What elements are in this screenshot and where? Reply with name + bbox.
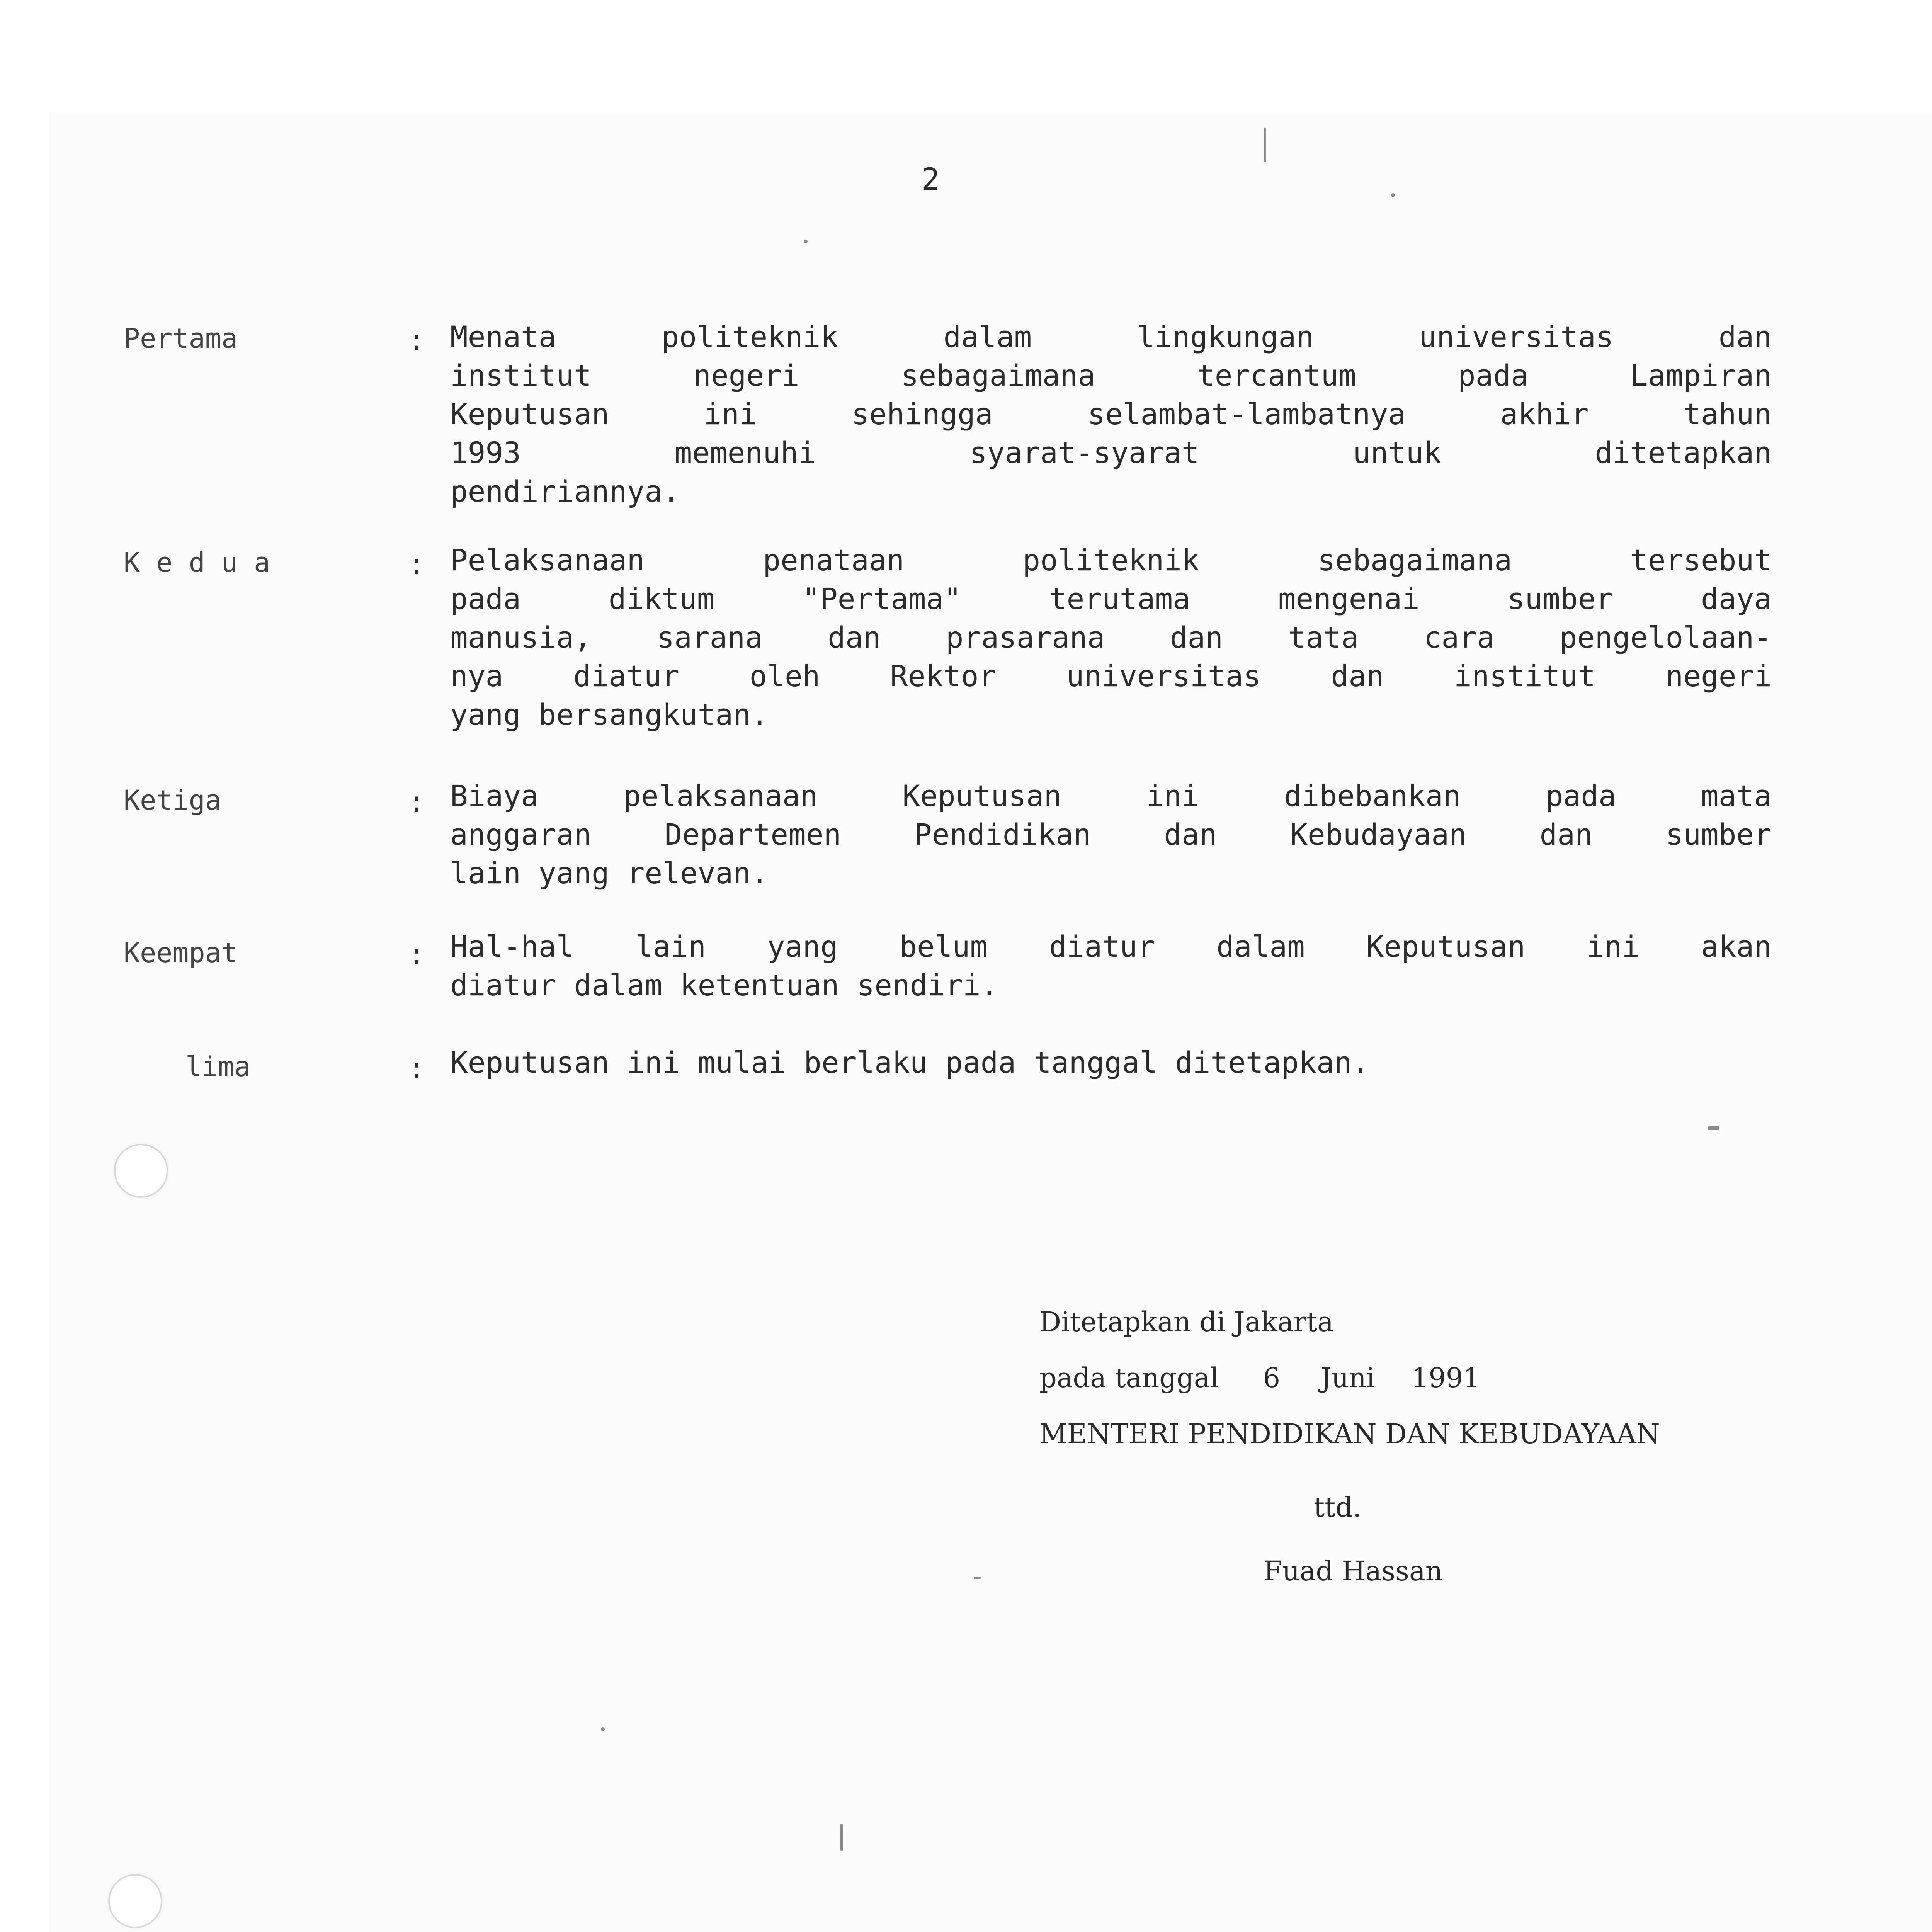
text-line: manusia, sarana dan prasarana dan tata cara pengelolaan-: [450, 620, 1772, 655]
text-line: pada diktum "Pertama" terutama mengenai sumber daya: [450, 582, 1772, 616]
scan-artifact: [601, 1727, 605, 1731]
text-line: nya diatur oleh Rektor universitas dan institut negeri: [450, 659, 1772, 693]
scan-artifact: [974, 1577, 981, 1579]
signature-date-month: Juni: [1320, 1362, 1375, 1394]
text-line: 1993 memenuhi syarat-syarat untuk ditetapkan: [450, 435, 1772, 470]
signature-office: MENTERI PENDIDIKAN DAN KEBUDAYAAN: [1039, 1418, 1660, 1450]
signature-date-year: 1991: [1411, 1362, 1480, 1394]
signature-date-day: 6: [1263, 1362, 1281, 1394]
text-line: institut negeri sebagaimana tercantum pada Lampiran: [450, 358, 1772, 393]
text-line: lain yang relevan.: [450, 856, 769, 890]
item-text-pertama: [450, 318, 1772, 511]
text-line: yang bersangkutan.: [450, 697, 769, 732]
item-text-kedua: [450, 541, 1772, 734]
signature-date: [1039, 1362, 1480, 1394]
punch-hole-bottom: [108, 1874, 162, 1928]
scan-artifact: [804, 240, 808, 243]
punch-hole-top: [114, 1144, 168, 1198]
item-colon: :: [408, 547, 425, 581]
item-label-ketiga: Ketiga: [124, 784, 221, 816]
text-line: Menata politeknik dalam lingkungan universitas dan: [450, 320, 1772, 354]
text-line: Keputusan ini mulai berlaku pada tanggal ditetapkan.: [450, 1045, 1370, 1080]
signature-name: Fuad Hassan: [1264, 1555, 1443, 1587]
text-line: Keputusan ini sehingga selambat-lambatnya akhir tahun: [450, 397, 1772, 431]
item-label-kedua: K e d u a: [124, 547, 270, 578]
item-label-keempat: Keempat: [124, 937, 238, 969]
item-label-pertama: Pertama: [124, 323, 238, 354]
item-colon: :: [408, 937, 425, 971]
item-colon: :: [408, 1051, 425, 1085]
page-number: 2: [922, 162, 940, 197]
scan-artifact: [1391, 193, 1395, 197]
item-text-keempat: [450, 927, 1772, 1005]
text-line: Pelaksanaan penataan politeknik sebagaimana tersebut: [450, 543, 1772, 577]
text-line: Biaya pelaksanaan Keputusan ini dibebankan pada mata: [450, 779, 1772, 813]
text-line: Hal-hal lain yang belum diatur dalam Keputusan ini akan: [450, 929, 1772, 964]
item-text-lima: [450, 1043, 1772, 1082]
signature-ttd: ttd.: [1314, 1492, 1362, 1523]
text-line: pendiriannya.: [450, 474, 680, 509]
signature-date-prefix: pada tanggal: [1039, 1362, 1219, 1394]
item-text-ketiga: [450, 777, 1772, 893]
text-line: anggaran Departemen Pendidikan dan Kebudayaan dan sumber: [450, 817, 1772, 852]
item-label-lima: lima: [185, 1051, 251, 1083]
scan-artifact: [840, 1824, 843, 1851]
item-colon: :: [408, 323, 425, 357]
scan-artifact: [1264, 128, 1266, 162]
scan-artifact: [1708, 1126, 1719, 1130]
text-line: diatur dalam ketentuan sendiri.: [450, 968, 998, 1002]
signature-place: Ditetapkan di Jakarta: [1039, 1306, 1333, 1338]
item-colon: :: [408, 784, 425, 819]
